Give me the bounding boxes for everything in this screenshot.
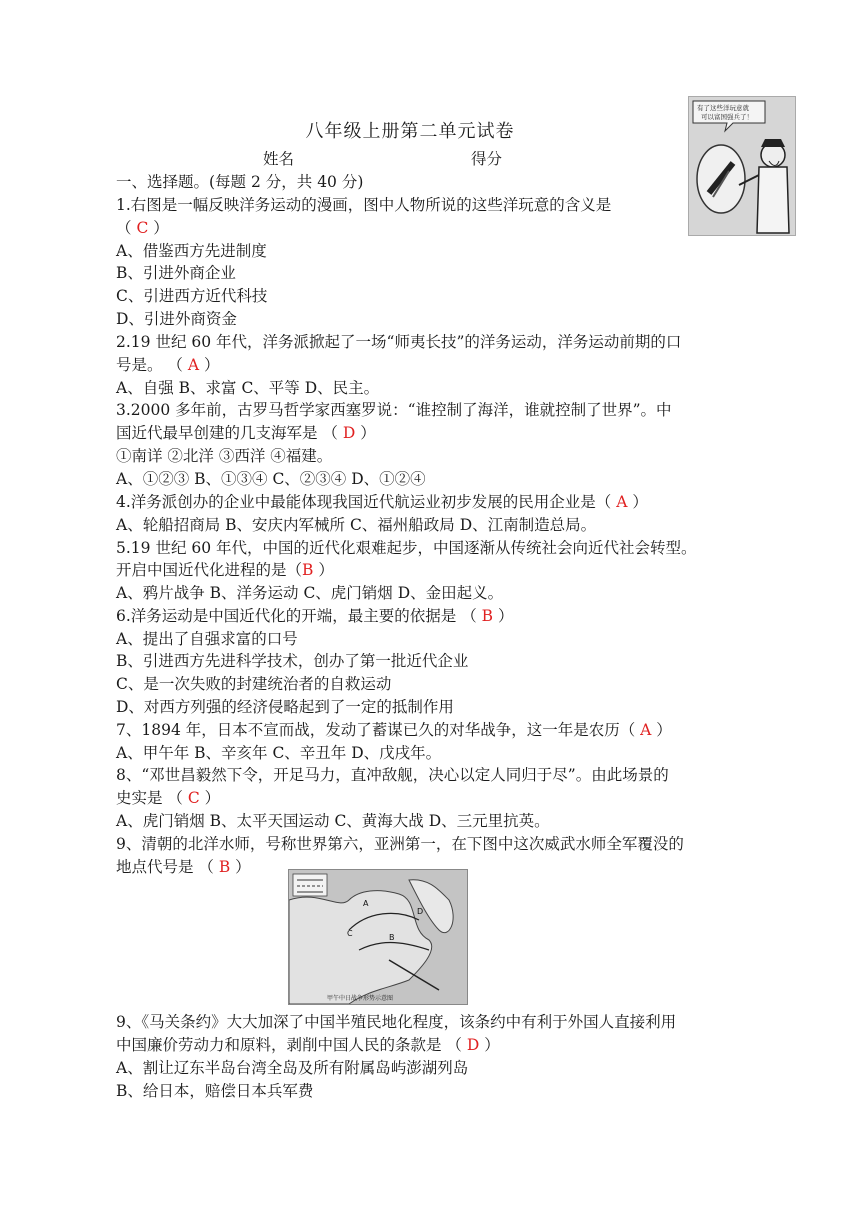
line-text: D、对西方列强的经济侵略起到了一定的抵制作用 <box>116 698 454 716</box>
line-text: A、割让辽东半岛台湾全岛及所有附属岛屿澎湖列岛 <box>116 1059 469 1077</box>
line-suffix: ） <box>651 721 672 739</box>
line-text: A、①②③ B、①③④ C、②③④ D、①②④ <box>116 470 426 488</box>
line-text: 6.洋务运动是中国近代化的开端，最主要的依据是 （ <box>116 607 482 625</box>
line-text: A、虎门销烟 B、太平天国运动 C、黄海大战 D、三元里抗英。 <box>116 812 550 830</box>
question-line <box>116 1011 676 1033</box>
line-text: C、引进西方近代科技 <box>116 287 268 305</box>
line-suffix: ） <box>627 493 648 511</box>
line-text: 史实是 （ <box>116 789 188 807</box>
map-caption: 甲午中日战争形势示意图 <box>327 995 394 1002</box>
line-text: A、自强 B、求富 C、平等 D、民主。 <box>116 379 380 397</box>
battle-map-image <box>288 869 468 1005</box>
line-text: 4.洋务派创办的企业中最能体现我国近代航运业初步发展的民用企业是（ <box>116 493 617 511</box>
question-line <box>116 217 169 239</box>
line-text: A、鸦片战争 B、洋务运动 C、虎门销烟 D、金田起义。 <box>116 584 504 602</box>
line-text: 号是。 （ <box>116 356 188 374</box>
answer-mark: D <box>342 424 356 442</box>
line-text: 1.右图是一幅反映洋务运动的漫画，图中人物所说的这些洋玩意的含义是 <box>116 196 612 214</box>
cartoon-image <box>688 96 796 236</box>
line-text: 国近代最早创建的几支海军是 （ <box>116 424 343 442</box>
svg-text:B: B <box>389 933 395 942</box>
line-text: 中国廉价劳动力和原料，剥削中国人民的条款是 （ <box>116 1036 467 1054</box>
question-line <box>116 399 672 421</box>
question-line <box>116 377 379 399</box>
line-suffix: ） <box>199 789 221 807</box>
line-text: C、是一次失败的封建统治者的自救运动 <box>116 675 392 693</box>
answer-mark: D <box>466 1036 480 1054</box>
line-text: A、轮船招商局 B、安庆内军械所 C、福州船政局 D、江南制造总局。 <box>116 516 597 534</box>
question-line <box>116 764 669 786</box>
question-line <box>116 1080 313 1102</box>
answer-mark: C <box>187 789 200 807</box>
question-line <box>116 537 697 559</box>
line-text: B、引进外商企业 <box>116 264 236 282</box>
line-text: 2.19 世纪 60 年代，洋务派掀起了一场“师夷长技”的洋务运动，洋务运动前期的口 <box>116 333 682 351</box>
line-text: 8、“邓世昌毅然下令，开足马力，直冲敌舰，决心以定人同归于尽”。由此场景的 <box>116 766 669 784</box>
line-text: A、甲午年 B、辛亥年 C、辛丑年 D、戊戌年。 <box>116 744 442 762</box>
question-line <box>116 628 298 650</box>
question-line <box>116 582 503 604</box>
line-text: ①南详 ②北洋 ③西洋 ④福建。 <box>116 447 333 465</box>
section-heading: 一、选择题。(每题 2 分，共 40 分) <box>116 173 364 191</box>
line-text: （ <box>116 219 132 237</box>
answer-mark: A <box>616 493 628 511</box>
question-line <box>116 194 611 216</box>
line-suffix: ） <box>313 561 334 579</box>
question-line <box>116 1034 500 1056</box>
line-suffix: ） <box>355 424 376 442</box>
question-line <box>116 696 454 718</box>
question-line <box>116 262 236 284</box>
line-suffix: ） <box>153 219 169 237</box>
question-line <box>116 354 220 376</box>
question-line <box>116 559 334 581</box>
line-suffix: ） <box>493 607 514 625</box>
line-text: B、给日本，赔偿日本兵军费 <box>116 1082 314 1100</box>
question-line <box>116 742 441 764</box>
cartoon-caption-line2: 可以富国强兵了！ <box>701 113 753 121</box>
line-text: 9、清朝的北洋水师，号称世界第六，亚洲第一，在下图中这次威武水师全军覆没的 <box>116 835 684 853</box>
cartoon-caption-line1: 有了这些洋玩意就 <box>697 104 749 112</box>
question-line <box>116 445 332 467</box>
line-text: A、提出了自强求富的口号 <box>116 630 298 648</box>
line-text: A、借鉴西方先进制度 <box>116 242 267 260</box>
question-line <box>116 1057 468 1079</box>
svg-text:A: A <box>363 899 369 908</box>
question-line <box>116 285 267 307</box>
answer-mark: B <box>481 607 494 625</box>
question-line <box>116 331 681 353</box>
question-line <box>116 308 237 330</box>
svg-text:D: D <box>417 907 424 916</box>
question-line <box>116 514 596 536</box>
line-text: 7、1894 年，日本不宣而战，发动了蓄谋已久的对华战争，这一年是农历（ <box>116 721 641 739</box>
line-text: 地点代号是 （ <box>116 858 219 876</box>
question-line <box>116 810 550 832</box>
line-suffix: ） <box>479 1036 500 1054</box>
line-text: 5.19 世纪 60 年代，中国的近代化艰难起步，中国逐渐从传统社会向近代社会转型。 <box>116 539 697 557</box>
score-label: 得分 <box>471 150 503 168</box>
question-line <box>116 650 468 672</box>
question-line <box>116 240 267 262</box>
question-line <box>116 468 426 490</box>
question-line <box>116 422 376 444</box>
line-text: 开启中国近代化进程的是（ <box>116 561 303 579</box>
question-line <box>116 605 513 627</box>
answer-mark: A <box>187 356 200 374</box>
answer-mark: B <box>218 858 231 876</box>
line-text: 9、《马关条约》大大加深了中国半殖民地化程度，该条约中有利于外国人直接利用 <box>116 1013 677 1031</box>
svg-text:C: C <box>347 929 353 938</box>
answer-mark: B <box>302 561 314 579</box>
answer-mark: C <box>131 219 154 237</box>
page-title: 八年级上册第二单元试卷 <box>305 121 515 142</box>
name-label: 姓名 <box>263 150 295 168</box>
line-text: 3.2000 多年前，古罗马哲学家西塞罗说：“谁控制了海洋，谁就控制了世界”。中 <box>116 401 672 419</box>
line-suffix: ） <box>199 356 220 374</box>
question-line <box>116 856 251 878</box>
line-text: D、引进外商资金 <box>116 310 237 328</box>
question-line <box>116 833 684 855</box>
answer-mark: A <box>640 721 652 739</box>
question-line <box>116 719 672 741</box>
line-text: B、引进西方先进科学技术，创办了第一批近代企业 <box>116 652 469 670</box>
question-line <box>116 673 391 695</box>
question-line <box>116 787 220 809</box>
question-line <box>116 491 648 513</box>
line-suffix: ） <box>230 858 251 876</box>
